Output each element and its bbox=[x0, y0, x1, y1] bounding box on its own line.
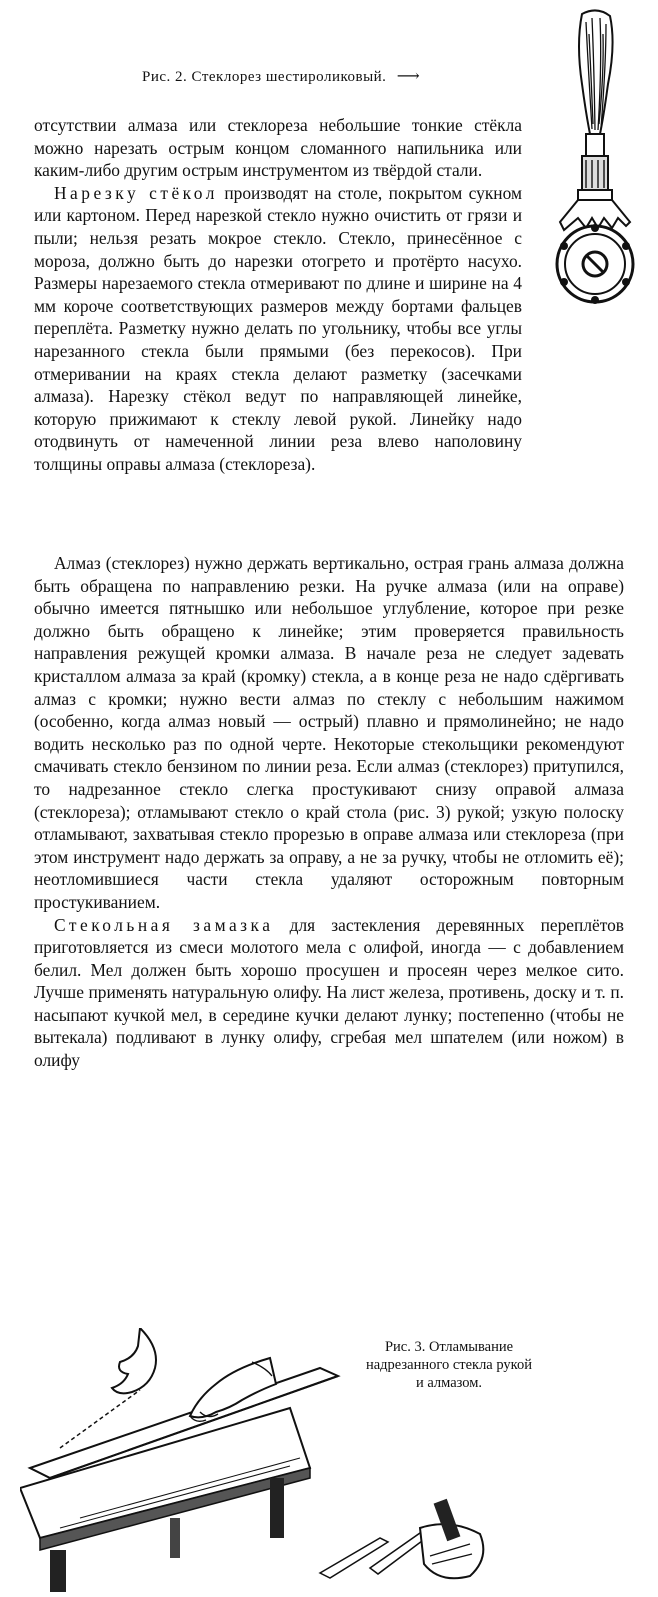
paragraph-4-lead: Стекольная замазка bbox=[54, 914, 274, 935]
text-column-narrow bbox=[34, 114, 522, 476]
paragraph-2 bbox=[34, 182, 522, 476]
glass-cutter-icon bbox=[542, 4, 652, 304]
paragraph-1: отсутствии алмаза или стеклореза небольшие тонкие стёкла можно нарезать острым концом сломанного напильника или каким-либо другим острым инструментом из твёрдой стали. bbox=[34, 115, 522, 181]
paragraph-4 bbox=[34, 914, 624, 1072]
paragraph-3: Алмаз (стеклорез) нужно держать вертикально, острая грань алмаза должна быть обращена по направлению резки. На ручке алмаза (или на оправе) обычно имеется пятнышко или небольшое углубление, которое при резке должно быть обращено к линейке; этим проверяется правильность направления режущей кромки алмаза. В начале реза не следует задевать кристаллом алмаза за край (кромку) стекла, а в конце реза не надо сдёргивать алмаз с кромки; нужно вести алмаз по стеклу с небольшим нажимом (особенно, когда алмаз новый — острый) плавно и прямолинейно; не надо водить несколько раз по одной черте. Некоторые стекольщики рекомендуют смачивать стекло бензином по линии реза. Если алмаз (стеклорез) притупился, то надрезанное стекло слегка простукивают снизу оправой алмаза (стеклореза); отламывают стекло о край стола (рис. 3) рукой; узкую полоску отламывают, захватывая стекло прорезью в оправе алмаза или стеклореза (при этом инструмент надо держать за оправу, а не за ручку, чтобы не отломить её); неотломившиеся части стекла удаляют осторожным повторным простукиванием. bbox=[34, 553, 624, 912]
arrow-right-icon: ⟶ bbox=[396, 68, 421, 85]
text-column-wide bbox=[34, 552, 624, 1072]
paragraph-2-text: производят на столе, покрытом сукном или картоном. Перед нарезкой стекло нужно очистить от грязи и пыли; нельзя резать мокрое стекло. Стекло, принесённое с мороза, должно быть до нарезки отогрето и протёрто насухо. Размеры нарезаемого стекла отмеривают по длине и ширине на 4 мм короче соответствующих размеров между бортами фальцев переплёта. Разметку нужно делать по угольнику, чтобы все углы нарезанного стекла были прямыми (без перекосов). При отмеривании на краях стекла делают разметку (засечками алмаза). Нарезку стёкол ведут по направляющей линейке, которую прижимают к стеклу левой рукой. Линейку надо отодвинуть от намеченной линии реза влево наполовину толщины оправы алмаза (стеклореза). bbox=[34, 182, 522, 474]
figure-2-caption-text: Рис. 2. Стеклорез шестироликовый. bbox=[142, 69, 387, 85]
figure-3-caption: Рис. 3. Отламывание надрезанного стекла рукой и алмазом. bbox=[365, 1339, 532, 1391]
paragraph-4-text: для застекления деревянных переплётов приготовляется из смеси молотого мела с олифой, иногда — с добавлением белил. Мел должен быть хорошо просушен и просеян через мелкое сито. Лучше применять натуральную олифу. На лист железа, противень, доску и т. п. насыпают кучкой мел, в середине кучки делают лунку; постепенно (чтобы не вытекала) подливают в лунку олифу, сгребая мел шпателем (или ножом) в олифу bbox=[34, 914, 624, 1071]
figure-2-caption bbox=[142, 66, 532, 86]
paragraph-2-lead: Нарезку стёкол bbox=[54, 182, 218, 203]
